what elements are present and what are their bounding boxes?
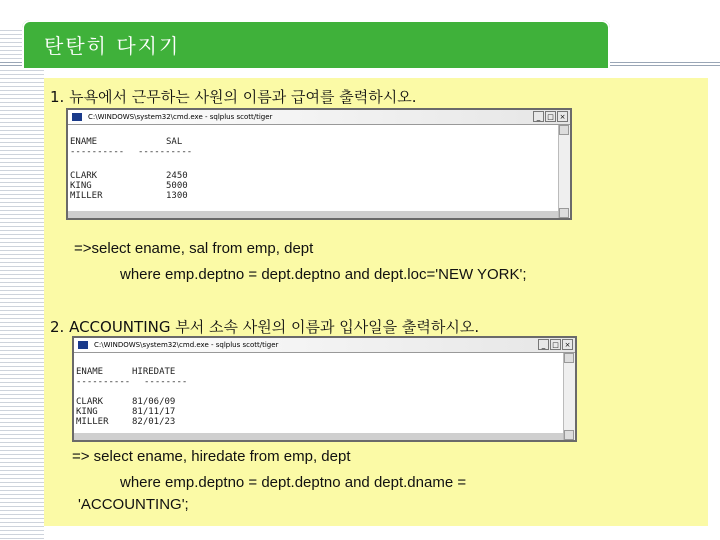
cmd-icon [72, 113, 82, 121]
scroll-up-icon[interactable] [564, 353, 574, 363]
table-row-name: KING [76, 407, 98, 417]
column-header-ename: ENAME [76, 367, 104, 377]
vertical-scrollbar[interactable] [558, 125, 570, 218]
console-window-title: C:\WINDOWS\system32\cmd.exe - sqlplus scott/tiger [74, 338, 575, 353]
answer-1-line-2: where emp.deptno = dept.deptno and dept.loc='NEW YORK'; [120, 266, 527, 283]
console-output [68, 125, 558, 210]
answer-2-line-2: where emp.deptno = dept.deptno and dept.dname = [120, 474, 467, 491]
window-controls [533, 111, 568, 122]
table-row-name: CLARK [70, 171, 98, 181]
scroll-up-icon[interactable] [559, 125, 569, 135]
column-header-ename: ENAME [70, 137, 98, 147]
vertical-scrollbar[interactable] [563, 353, 575, 440]
close-button[interactable]: × [557, 111, 568, 122]
column-header-hiredate: HIREDATE [132, 367, 176, 377]
table-row-value: 81/11/17 [132, 407, 176, 417]
slide-title-bar [22, 20, 610, 70]
console-window-2 [72, 336, 577, 442]
horizontal-scrollbar[interactable] [68, 211, 558, 218]
window-controls [538, 339, 573, 350]
slide-title: 탄탄히 다지기 [44, 34, 181, 58]
separator: ---------- [70, 147, 125, 157]
console-output [74, 353, 563, 432]
scroll-down-icon[interactable] [564, 430, 574, 440]
separator: -------- [144, 377, 188, 387]
answer-1-line-1: =>select ename, sal from emp, dept [74, 240, 314, 257]
close-button[interactable]: × [562, 339, 573, 350]
column-header-sal: SAL [166, 137, 183, 147]
table-row-value: 1300 [166, 191, 188, 201]
table-row-name: MILLER [76, 417, 109, 427]
horizontal-scrollbar[interactable] [74, 433, 563, 440]
table-row-value: 5000 [166, 181, 188, 191]
table-row-value: 82/01/23 [132, 417, 176, 427]
maximize-button[interactable]: □ [545, 111, 556, 122]
table-row-name: KING [70, 181, 92, 191]
table-row-value: 81/06/09 [132, 397, 176, 407]
console-window-title: C:\WINDOWS\system32\cmd.exe - sqlplus scott/tiger [68, 110, 570, 125]
console-window-1 [66, 108, 572, 220]
table-row-name: MILLER [70, 191, 103, 201]
table-row-name: CLARK [76, 397, 104, 407]
minimize-button[interactable]: _ [533, 111, 544, 122]
answer-2-line-3: 'ACCOUNTING'; [78, 496, 189, 513]
minimize-button[interactable]: _ [538, 339, 549, 350]
separator: ---------- [138, 147, 193, 157]
decorative-stripes [0, 30, 44, 540]
maximize-button[interactable]: □ [550, 339, 561, 350]
scroll-down-icon[interactable] [559, 208, 569, 218]
cmd-icon [78, 341, 88, 349]
separator: ---------- [76, 377, 131, 387]
table-row-value: 2450 [166, 171, 188, 181]
answer-2-line-1: => select ename, hiredate from emp, dept [72, 448, 351, 465]
question-2: 2. ACCOUNTING 부서 소속 사원의 이름과 입사일을 출력하시오. [50, 318, 480, 336]
question-1: 1. 뉴욕에서 근무하는 사원의 이름과 급여를 출력하시오. [50, 88, 417, 106]
content-panel [44, 78, 708, 526]
